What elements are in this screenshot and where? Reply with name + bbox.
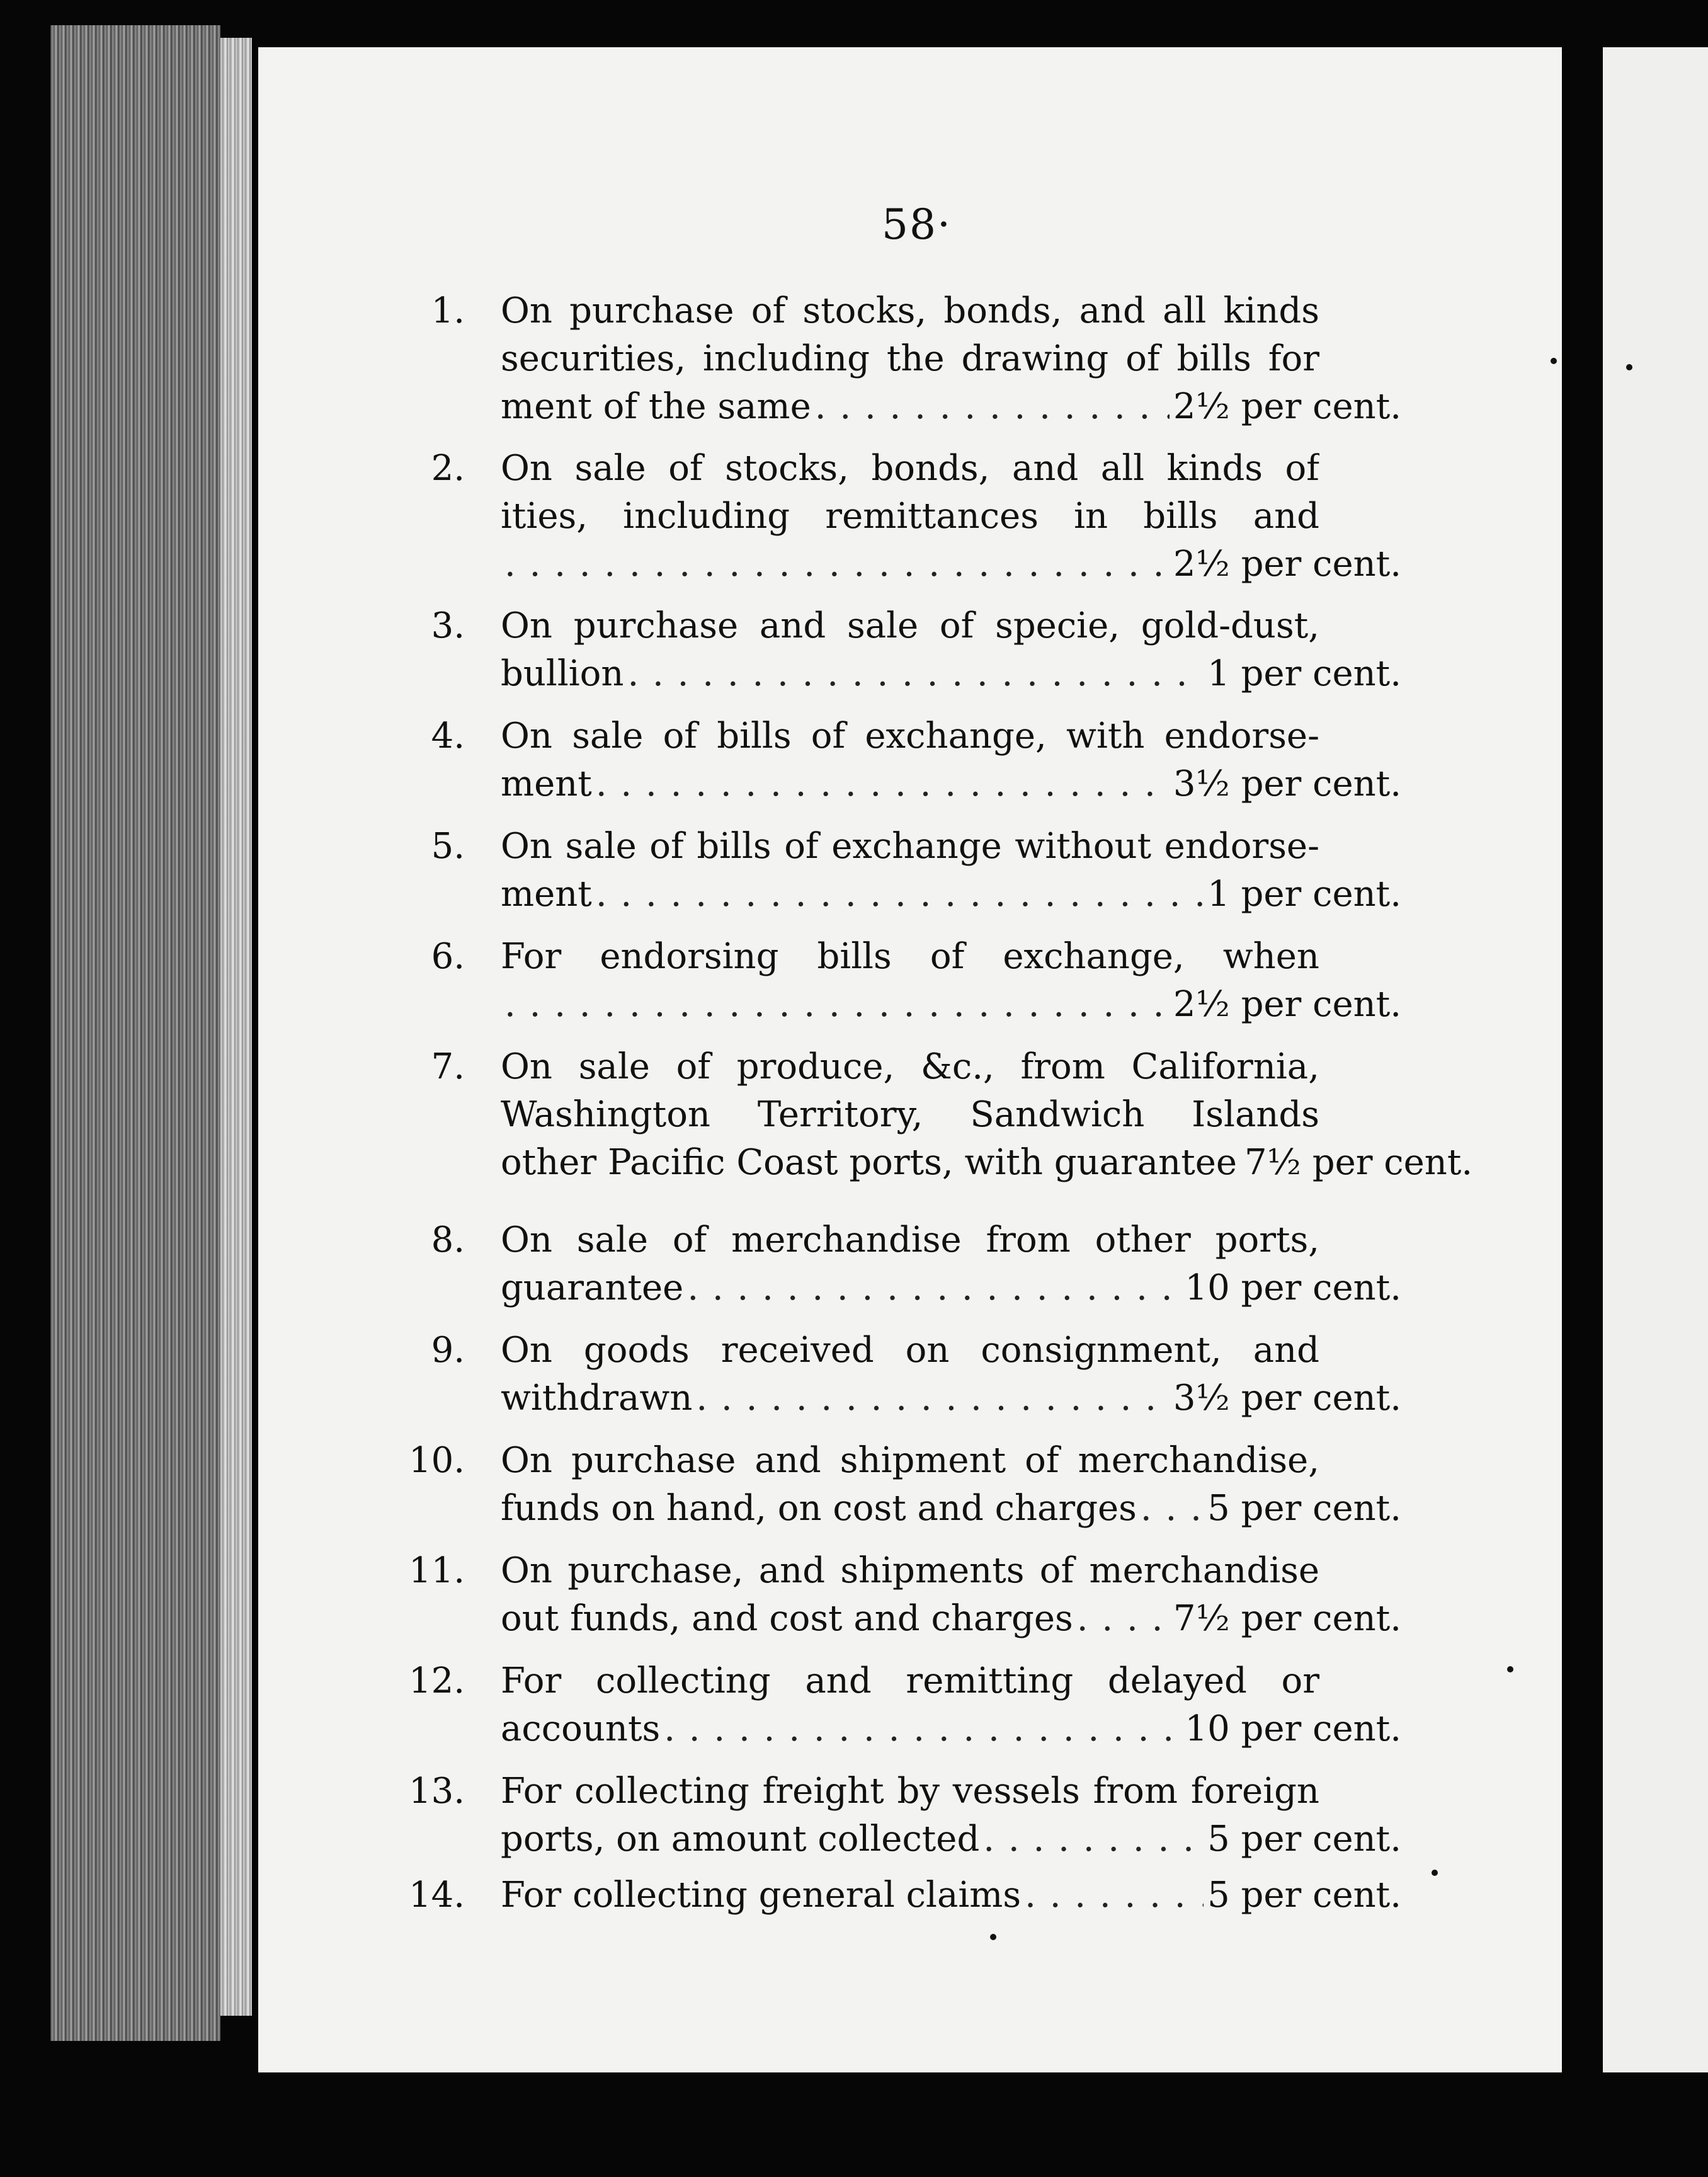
entry-number: 12. [408, 1660, 465, 1701]
dot-leader [983, 1815, 1204, 1864]
commission-rate: 7½ per cent. [1244, 1142, 1473, 1183]
entry-text-end: guarantee [501, 1267, 684, 1308]
entry-rate-line [501, 1705, 1401, 1754]
entry-text-line: ities, including remittances in bills and [501, 496, 1319, 537]
dot-leader [1077, 1594, 1170, 1643]
print-speck [990, 1934, 996, 1940]
entry-text-line: For collecting freight by vessels from foreign [501, 1771, 1319, 1812]
entry-text-end: For collecting general claims [501, 1875, 1022, 1916]
commission-rate: 2½ per cent. [1173, 386, 1401, 427]
dot-leader [596, 760, 1170, 809]
commission-rate: 5 per cent. [1207, 1488, 1401, 1529]
entry-number: 14. [408, 1875, 465, 1916]
entry-rate-line [501, 1871, 1401, 1920]
entry-text-line: On purchase, and shipments of merchandise [501, 1550, 1319, 1591]
entry-text-end: bullion [501, 653, 624, 694]
commission-rate: 10 per cent. [1185, 1708, 1401, 1749]
entry-number: 2. [431, 448, 465, 489]
entry-rate-line [501, 870, 1401, 919]
commission-rate: 2½ per cent. [1173, 984, 1401, 1025]
dot-leader [815, 382, 1170, 431]
commission-rate: 3½ per cent. [1173, 1378, 1401, 1419]
commission-rate: 1 per cent. [1207, 653, 1401, 694]
entry-text-line: On purchase and shipment of merchandise, [501, 1440, 1319, 1481]
entry-rate-line [501, 1374, 1401, 1423]
entry-rate-line [501, 1264, 1401, 1313]
entry-text-end: out funds, and cost and charges [501, 1598, 1073, 1639]
print-speck [1626, 364, 1632, 370]
entry-rate-line [501, 1594, 1401, 1643]
entry-number: 6. [431, 936, 465, 977]
entry-text-line: For collecting and remitting delayed or [501, 1660, 1319, 1701]
dot-leader [1025, 1871, 1204, 1920]
entry-text-end: ports, on amount collected [501, 1819, 980, 1860]
entry-rate-line [501, 1138, 1473, 1187]
entry-number: 4. [431, 716, 465, 757]
entry-text-line: On purchase and sale of specie, gold-dust, [501, 605, 1319, 646]
print-speck [1432, 1870, 1438, 1876]
entry-rate-line [501, 760, 1401, 809]
entry-rate-line [501, 1815, 1401, 1864]
entry-text-line: On sale of stocks, bonds, and all kinds of [501, 448, 1319, 489]
entry-text-end: ment [501, 874, 592, 915]
commission-rate: 3½ per cent. [1173, 763, 1401, 804]
book-page-stack [220, 38, 252, 2016]
book-page-edges [50, 25, 220, 2041]
entry-rate-line [501, 980, 1401, 1029]
print-speck [1507, 1666, 1513, 1672]
entry-text-line: On sale of merchandise from other ports, [501, 1220, 1319, 1260]
dot-leader [696, 1374, 1169, 1423]
entry-number: 9. [431, 1330, 465, 1371]
dot-leader [687, 1264, 1181, 1313]
dot-leader [627, 649, 1204, 699]
commission-rate: 10 per cent. [1185, 1267, 1401, 1308]
entry-text-end: funds on hand, on cost and charges [501, 1488, 1137, 1529]
commission-rate: 7½ per cent. [1173, 1598, 1401, 1639]
entry-text-line: securities, including the drawing of bills for [501, 338, 1319, 379]
entry-rate-line [501, 540, 1401, 589]
entry-number: 5. [431, 826, 465, 867]
dot-leader [596, 870, 1204, 919]
commission-rate: 5 per cent. [1207, 1875, 1401, 1916]
entry-number: 11. [408, 1550, 465, 1591]
entry-text-line: Washington Territory, Sandwich Islands [501, 1094, 1319, 1135]
entry-rate-line [501, 382, 1401, 431]
entry-rate-line [501, 1484, 1401, 1533]
entry-text-line: On sale of bills of exchange, with endorse- [501, 716, 1319, 757]
commission-rate: 1 per cent. [1207, 874, 1401, 915]
print-speck [1551, 358, 1557, 364]
dot-leader [664, 1705, 1181, 1754]
entry-number: 10. [408, 1440, 465, 1481]
commission-rate: 5 per cent. [1207, 1819, 1401, 1860]
dot-leader [504, 980, 1170, 1029]
entry-text-line: On goods received on consignment, and [501, 1330, 1319, 1371]
entry-number: 1. [431, 290, 465, 331]
entry-text-line: On sale of produce, &c., from California, [501, 1046, 1319, 1087]
adjacent-page-edge [1603, 47, 1708, 2072]
entry-text-end: ment of the same [501, 386, 811, 427]
entry-number: 3. [431, 605, 465, 646]
entry-text-line: For endorsing bills of exchange, when [501, 936, 1319, 977]
dot-leader [1141, 1484, 1204, 1533]
dot-leader [504, 540, 1170, 589]
entry-text-end: accounts [501, 1708, 661, 1749]
entry-number: 13. [408, 1771, 465, 1812]
entry-rate-line [501, 649, 1401, 699]
entry-text-end: other Pacific Coast ports, with guarantee [501, 1142, 1238, 1183]
page-number: 58· [882, 200, 952, 249]
entry-text-line: On sale of bills of exchange without endorse- [501, 826, 1319, 867]
entry-text-end: withdrawn [501, 1378, 693, 1419]
entry-number: 8. [431, 1220, 465, 1260]
entry-number: 7. [431, 1046, 465, 1087]
commission-rate: 2½ per cent. [1173, 544, 1401, 585]
entry-text-line: On purchase of stocks, bonds, and all kinds [501, 290, 1319, 331]
entry-text-end: ment [501, 763, 592, 804]
